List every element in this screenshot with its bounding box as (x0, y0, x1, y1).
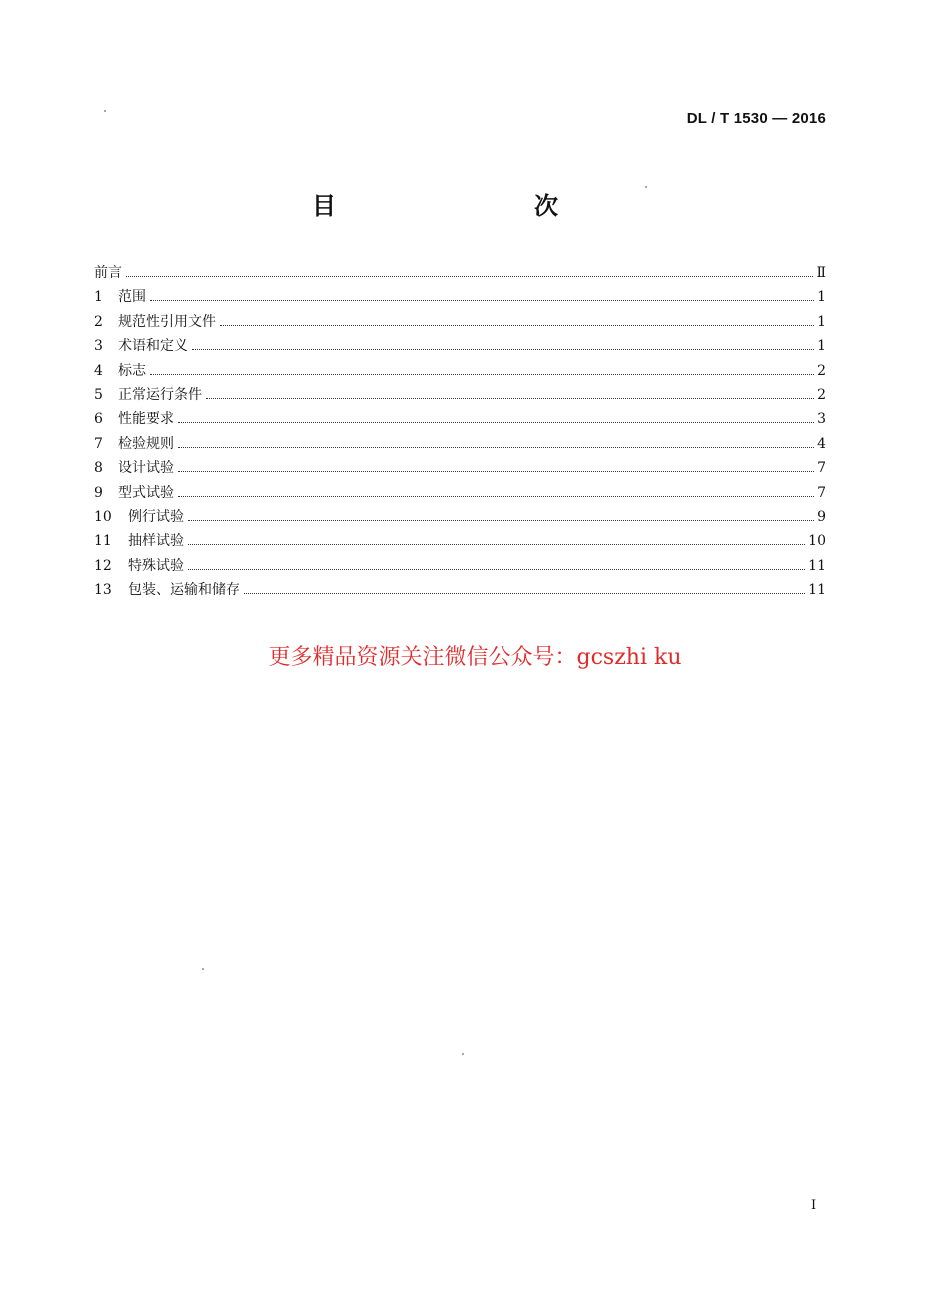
toc-entry-number: 13 (94, 582, 112, 599)
toc-entry-number: 4 (94, 362, 103, 379)
dot-leader (178, 495, 814, 497)
scan-speck (104, 110, 106, 112)
toc-entry-label: 范围 (118, 289, 146, 306)
toc-entry-number: 1 (94, 289, 103, 306)
dot-leader (178, 470, 814, 472)
toc-title: 目 次 (312, 191, 608, 220)
toc-entry-label: 标志 (118, 362, 146, 379)
dot-leader (192, 348, 814, 350)
toc-entry-page: 7 (817, 484, 826, 501)
dot-leader (188, 519, 814, 521)
toc-entry-label: 例行试验 (128, 508, 184, 525)
toc-entry-page: 3 (817, 411, 826, 428)
dot-leader (188, 543, 805, 545)
toc-entry-number: 3 (94, 338, 103, 355)
dot-leader (150, 373, 814, 375)
toc-entry-number: 5 (94, 386, 103, 403)
table-of-contents (94, 261, 826, 602)
toc-entry-page: 11 (808, 582, 826, 599)
toc-entry-page: 2 (817, 362, 826, 379)
toc-entry-page: 1 (817, 313, 826, 330)
toc-entry[interactable] (94, 407, 826, 431)
toc-entry-page: 2 (817, 386, 826, 403)
toc-entry[interactable] (94, 383, 826, 407)
toc-entry-page: 1 (817, 338, 826, 355)
toc-entry-label: 包装、运输和储存 (128, 582, 240, 599)
scan-speck (462, 1053, 464, 1055)
dot-leader (126, 275, 813, 277)
toc-entry-label: 型式试验 (118, 484, 174, 501)
page-number: I (811, 1198, 817, 1213)
dot-leader (220, 324, 814, 326)
toc-entry[interactable] (94, 359, 826, 383)
toc-entry-page: 1 (817, 289, 826, 306)
document-code: DL / T 1530 — 2016 (686, 110, 826, 127)
toc-entry[interactable] (94, 578, 826, 602)
toc-entry[interactable] (94, 285, 826, 309)
dot-leader (244, 592, 805, 594)
dot-leader (178, 421, 814, 423)
toc-entry-page: 4 (817, 435, 826, 452)
toc-entry-label: 性能要求 (118, 411, 174, 428)
toc-entry-label: 规范性引用文件 (118, 313, 216, 330)
scan-speck (645, 186, 647, 188)
promo-text: 更多精品资源关注微信公众号：gcszhi ku (268, 645, 682, 670)
toc-entry[interactable] (94, 554, 826, 578)
toc-entry-label: 前言 (94, 265, 122, 281)
toc-entry[interactable] (94, 481, 826, 505)
dot-leader (178, 446, 814, 448)
toc-entry[interactable] (94, 334, 826, 358)
toc-entry-label: 正常运行条件 (118, 386, 202, 403)
toc-entry-page: Ⅱ (816, 265, 826, 281)
dot-leader (188, 568, 805, 570)
toc-entry-number: 2 (94, 313, 103, 330)
toc-entry-label: 抽样试验 (128, 533, 184, 550)
toc-entry-label: 设计试验 (118, 460, 174, 477)
toc-entry[interactable] (94, 529, 826, 553)
scan-speck (202, 968, 204, 970)
toc-entry-number: 9 (94, 484, 103, 501)
toc-entry-number: 7 (94, 435, 103, 452)
dot-leader (206, 397, 814, 399)
toc-entry-page: 7 (817, 460, 826, 477)
toc-entry-label: 特殊试验 (128, 557, 184, 574)
toc-entry-label: 检验规则 (118, 435, 174, 452)
toc-entry[interactable] (94, 505, 826, 529)
toc-entry[interactable] (94, 261, 826, 285)
dot-leader (150, 299, 814, 301)
toc-entry-number: 12 (94, 557, 112, 574)
toc-entry-page: 9 (817, 508, 826, 525)
toc-entry[interactable] (94, 310, 826, 334)
toc-entry-label: 术语和定义 (118, 338, 188, 355)
toc-entry-number: 6 (94, 411, 103, 428)
toc-entry[interactable] (94, 456, 826, 480)
toc-entry-number: 8 (94, 460, 103, 477)
toc-entry-page: 10 (808, 533, 826, 550)
toc-entry-number: 10 (94, 508, 112, 525)
toc-entry-number: 11 (94, 533, 112, 550)
toc-entry[interactable] (94, 432, 826, 456)
toc-entry-page: 11 (808, 557, 826, 574)
